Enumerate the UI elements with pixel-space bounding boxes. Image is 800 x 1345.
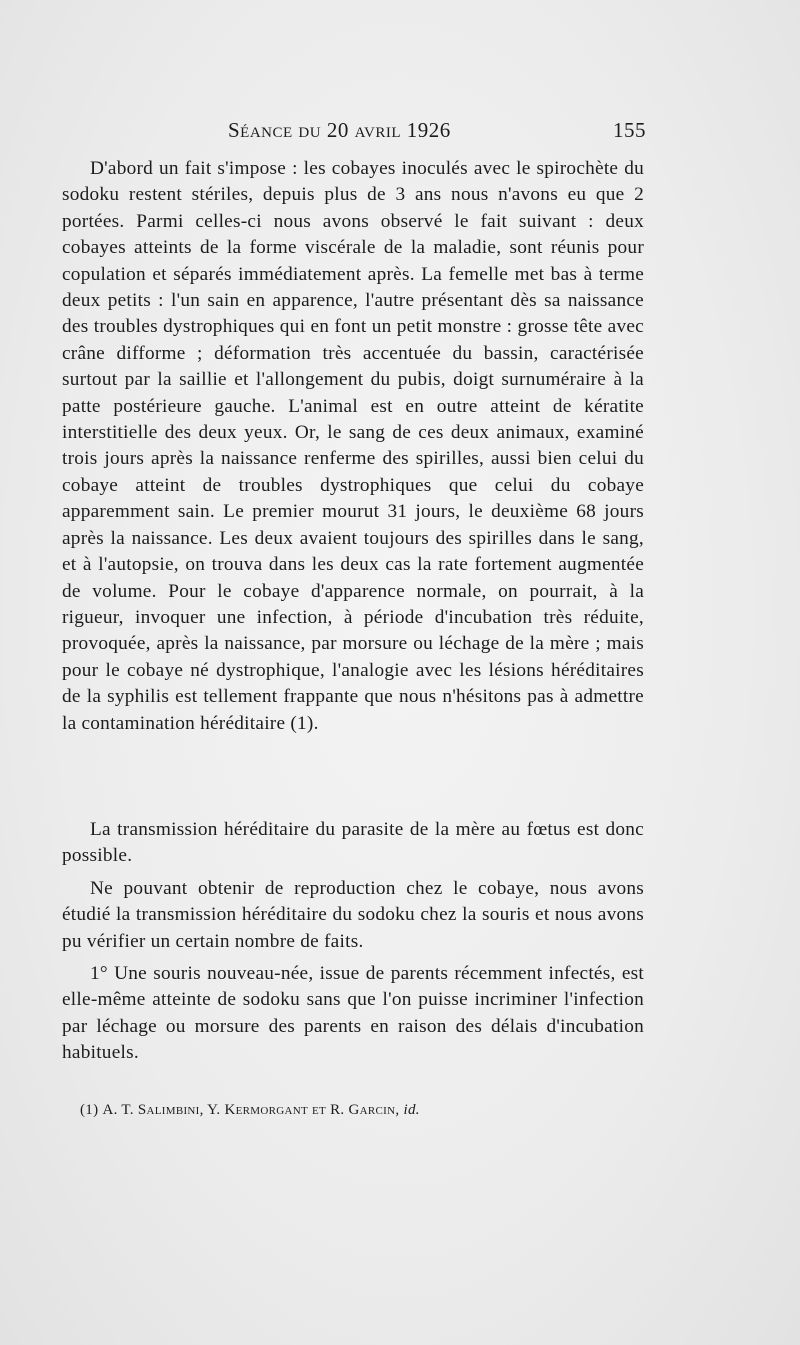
footnote-marker: (1): [80, 1102, 99, 1118]
footnote-ref: id.: [403, 1102, 420, 1118]
page-number: 155: [613, 118, 646, 142]
paragraph-2: La transmission héréditaire du parasite de la mère au fœtus est donc possible.: [62, 819, 644, 867]
footnote-authors: A. T. Salimbini, Y. Kermorgant et R. Garcin,: [102, 1102, 400, 1118]
paragraph-1: D'abord un fait s'impose : les cobayes inoculés avec le spirochète du sodoku restent stériles, depuis plus de 3 ans nous n'avons eu que 2 portées. Parmi celles-ci nous avons observé le fait suivant : deux cobayes atteints de la forme viscérale de la maladie, sont réunis pour copulation et séparés immédiatement après. La femelle met bas à terme deux petits : l'un sain en apparence, l'autre présentant dès sa naissance des troubles dystrophiques qui en font un petit monstre : grosse tête avec crâne difforme ; déformation très accentuée du bassin, caractérisée surtout par la saillie et l'allongement du pubis, doigt surnuméraire à la patte postérieure gauche. L'animal est en outre atteint de kératite interstitielle des deux yeux. Or, le sang de ces deux animaux, examiné trois jours après la naissance renferme des spirilles, aussi bien celui du cobaye atteint de troubles dystrophiques que celui du cobaye apparemment sain. Le premier mourut 31 jours, le deuxième 68 jours après la naissance. Les deux avaient toujours des spirilles dans le sang, et à l'autopsie, on trouva dans les deux cas la rate fortement augmentée de volume. Pour le cobaye d'apparence normale, on pourrait, à la rigueur, invoquer une infection, à période d'incubation très réduite, provoquée, après la naissance, par morsure ou léchage de la mère ; mais pour le cobaye né dystrophique, l'analogie avec les lésions héréditaires de la syphilis est tellement frappante que nous n'hésitons pas à admettre la contamination héréditaire (1).: [62, 158, 644, 734]
footnote: [80, 1100, 640, 1120]
running-header: [228, 118, 646, 148]
paragraph-4: 1° Une souris nouveau-née, issue de parents récemment infectés, est elle-même atteinte de sodoku sans que l'on puisse incriminer l'infection par léchage ou morsure des parents en raison des délais d'incubation habituels.: [62, 963, 644, 1064]
body-text: [62, 156, 644, 1067]
paragraph-3: Ne pouvant obtenir de reproduction chez le cobaye, nous avons étudié la transmission héréditaire du sodoku chez la souris et nous avons pu vérifier un certain nombre de faits.: [62, 877, 644, 952]
header-title: Séance du 20 avril 1926: [228, 118, 451, 142]
